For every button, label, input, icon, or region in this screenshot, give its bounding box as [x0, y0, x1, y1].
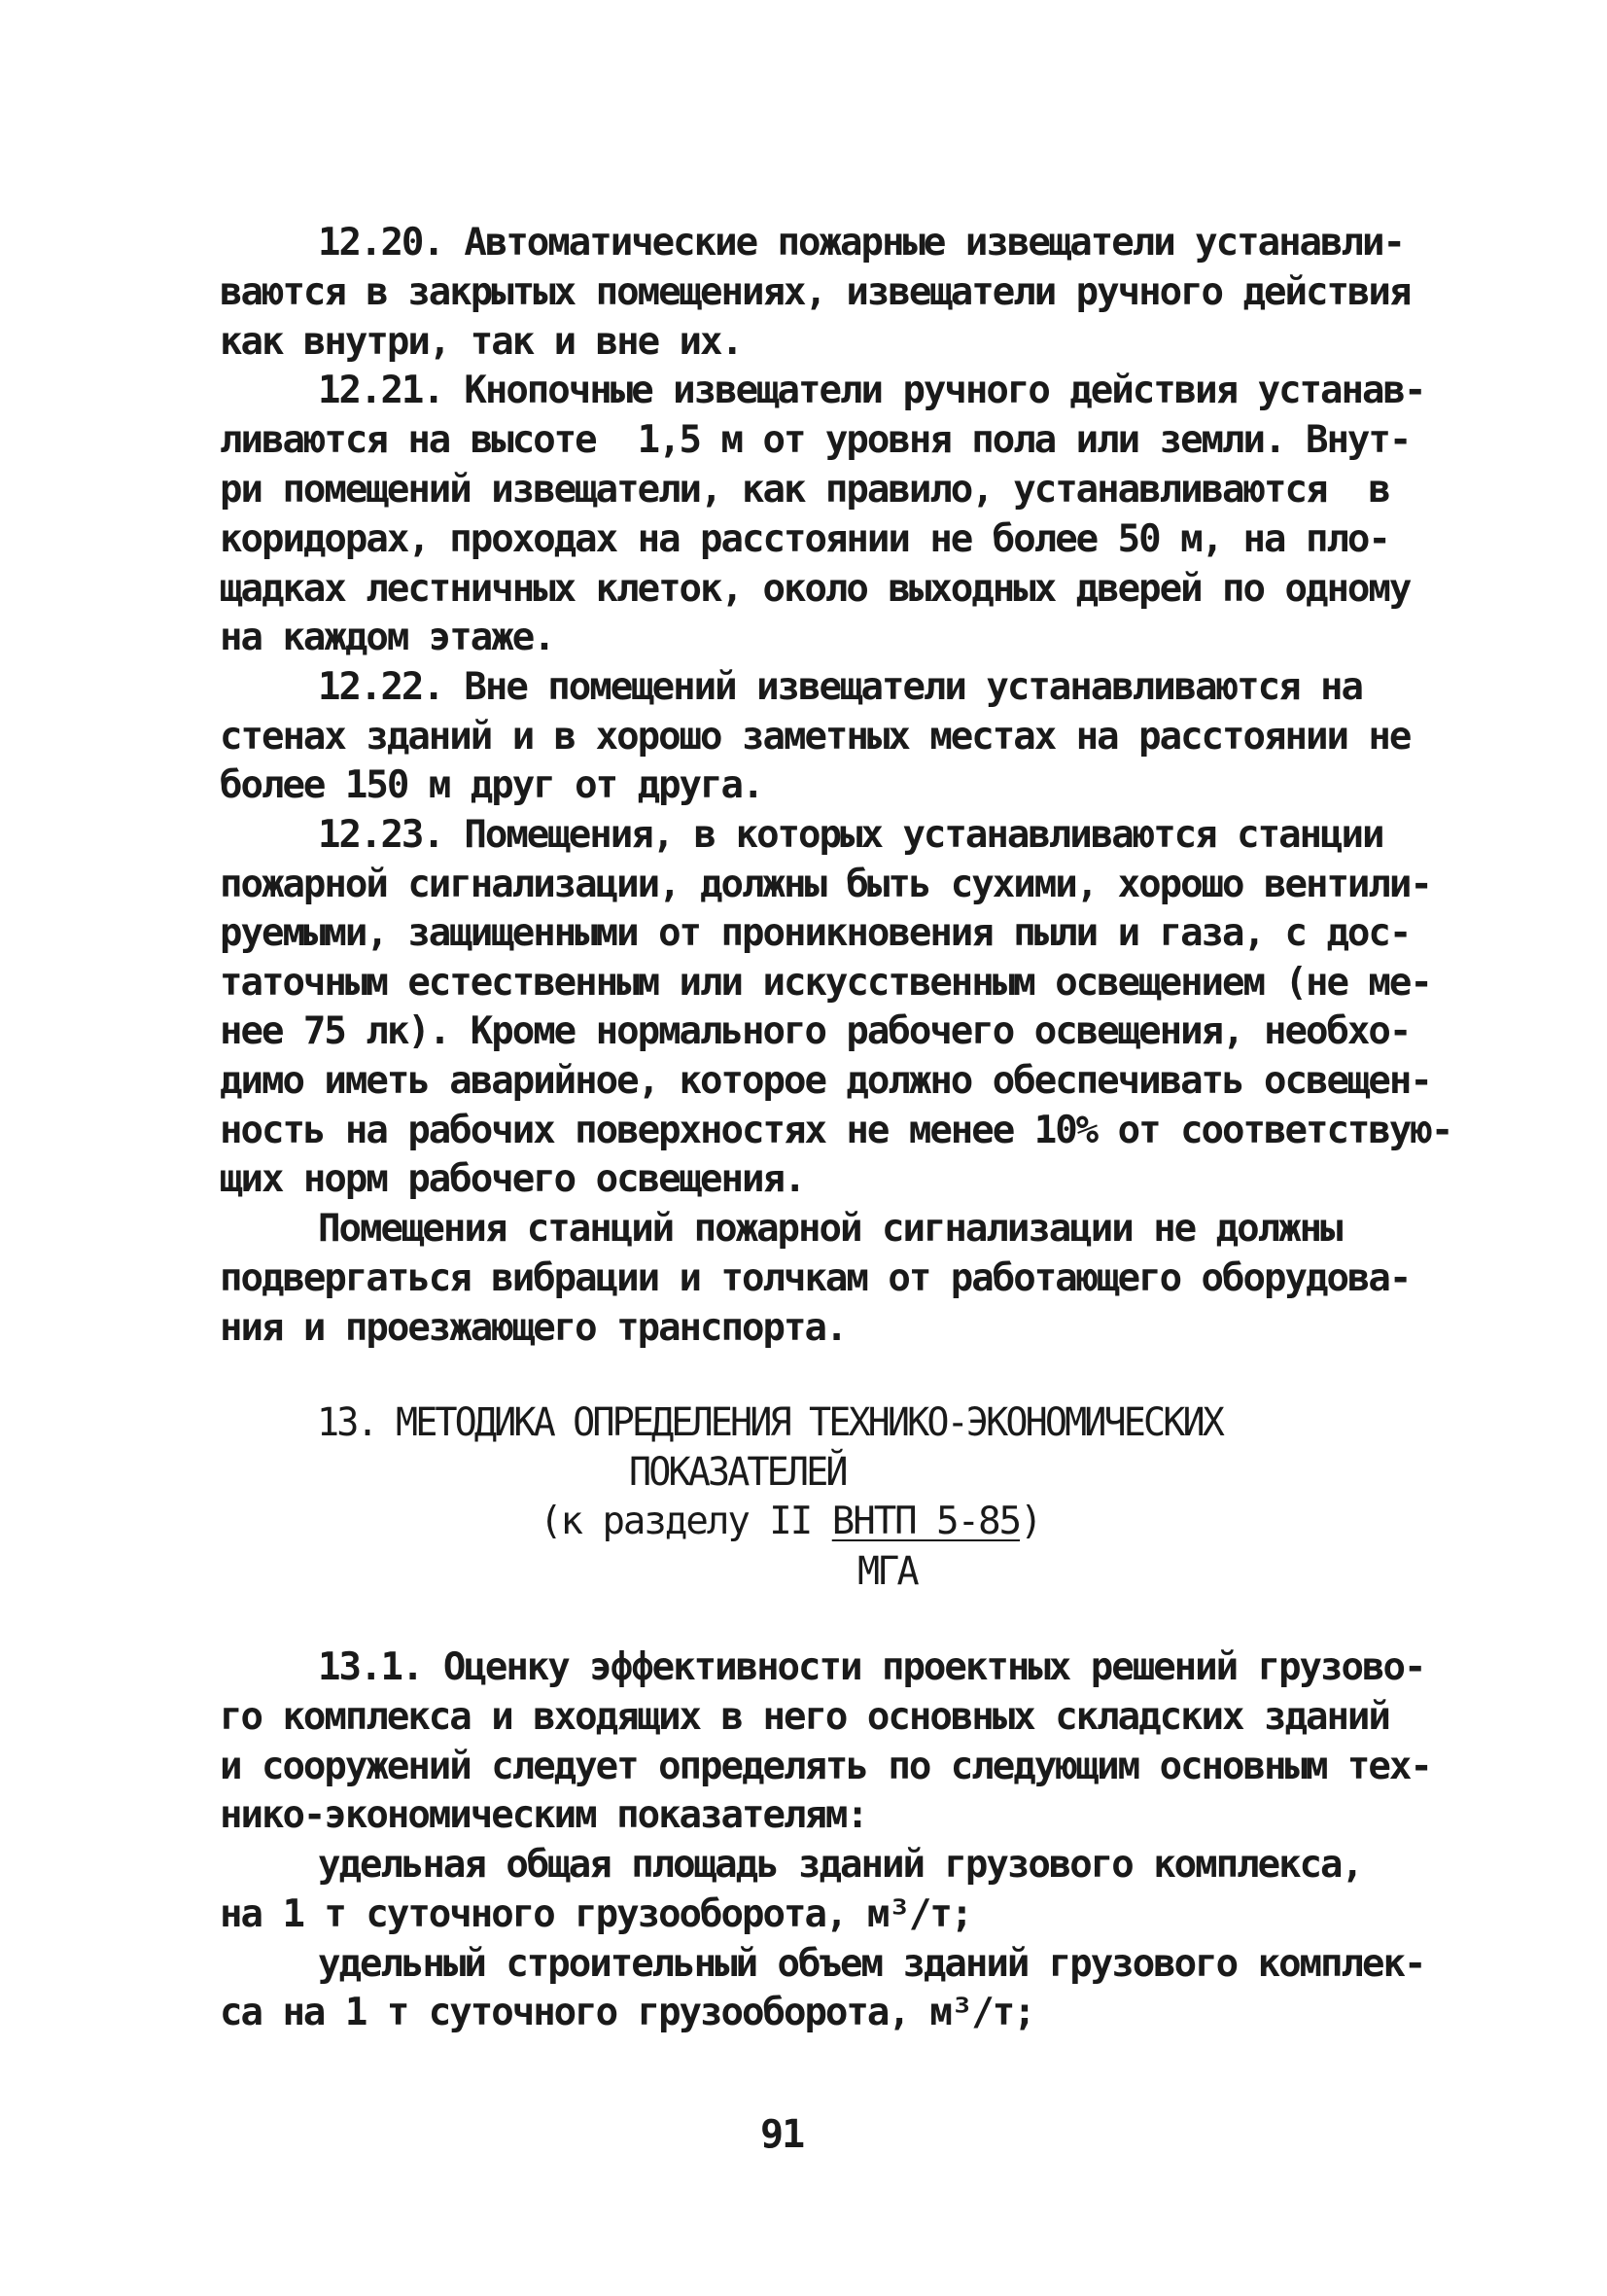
paragraph-12-21-line: ри помещений извещатели, как правило, устанавливаются в	[220, 468, 1389, 512]
paragraph-station-line: Помещения станций пожарной сигнализации не должны	[318, 1207, 1342, 1251]
reference-code: ВНТП 5-85	[831, 1500, 1021, 1543]
indicator-2-line: са на 1 т суточного грузооборота, м³/т;	[220, 1991, 1034, 2034]
paragraph-12-21-line: 12.21. Кнопочные извещатели ручного действия устанав-	[318, 369, 1425, 412]
paragraph-13-1-line: нико-экономическим показателям:	[220, 1793, 867, 1837]
paragraph-12-22-line: стенах зданий и в хорошо заметных местах на расстоянии не	[220, 715, 1411, 759]
paragraph-12-21-line: ливаются на высоте 1,5 м от уровня пола или земли. Внут-	[220, 418, 1411, 462]
paragraph-12-21-line: щадках лестничных клеток, около выходных дверей по одному	[220, 567, 1411, 611]
paragraph-12-23-line: ность на рабочих поверхностях не менее 10% от соответствую-	[220, 1109, 1452, 1152]
paragraph-12-20-line: как внутри, так и вне их.	[220, 320, 742, 364]
indicator-1-line: на 1 т суточного грузооборота, м³/т;	[220, 1892, 972, 1936]
paragraph-12-20-line: ваются в закрытых помещениях, извещатели ручного действия	[220, 270, 1411, 314]
paragraph-12-23-line: нее 75 лк). Кроме нормального рабочего освещения, необхо-	[220, 1009, 1411, 1053]
paragraph-12-23-line: руемыми, защищенными от проникновения пыли и газа, с дос-	[220, 911, 1411, 955]
page-number: 91	[760, 2112, 804, 2157]
paragraph-13-1-line: 13.1. Оценку эффективности проектных решений грузово-	[318, 1645, 1425, 1689]
paragraph-13-1-line: го комплекса и входящих в него основных складских зданий	[220, 1695, 1389, 1739]
paragraph-12-23-line: таточным естественным или искусственным освещением (не ме-	[220, 961, 1431, 1005]
paragraph-12-23-line: димо иметь аварийное, которое должно обеспечивать освещен-	[220, 1059, 1431, 1103]
indicator-2-line: удельный строительный объем зданий грузового комплек-	[318, 1942, 1425, 1986]
paragraph-12-21-line: на каждом этаже.	[220, 616, 554, 659]
paragraph-12-21-line: коридорах, проходах на расстоянии не более 50 м, на пло-	[220, 517, 1389, 561]
paragraph-13-1-line: и сооружений следует определять по следующим основным тех-	[220, 1745, 1431, 1788]
paragraph-12-23-line: 12.23. Помещения, в которых устанавливаются станции	[318, 813, 1383, 857]
reference-suffix: )	[1020, 1500, 1041, 1543]
reference-organization: МГА	[857, 1549, 917, 1594]
section-heading-line-1: 13. МЕТОДИКА ОПРЕДЕЛЕНИЯ ТЕХНИКО-ЭКОНОМИЧЕСКИХ	[317, 1400, 1222, 1445]
paragraph-station-line: ния и проезжающего транспорта.	[220, 1306, 847, 1350]
paragraph-12-23-line: пожарной сигнализации, должны быть сухими, хорошо вентили-	[220, 863, 1431, 906]
reference-prefix: (к разделу II	[540, 1500, 832, 1543]
section-heading-line-2: ПОКАЗАТЕЛЕЙ	[629, 1450, 846, 1495]
section-reference	[540, 1498, 1041, 1546]
paragraph-12-20-line: 12.20. Автоматические пожарные извещатели устанавли-	[318, 221, 1404, 265]
indicator-1-line: удельная общая площадь зданий грузового комплекса,	[318, 1843, 1362, 1887]
paragraph-12-22-line: более 150 м друг от друга.	[220, 763, 763, 807]
paragraph-12-23-line: щих норм рабочего освещения.	[220, 1157, 805, 1201]
paragraph-station-line: подвергаться вибрации и толчкам от работающего оборудова-	[220, 1256, 1411, 1300]
paragraph-12-22-line: 12.22. Вне помещений извещатели устанавливаются на	[318, 665, 1362, 709]
